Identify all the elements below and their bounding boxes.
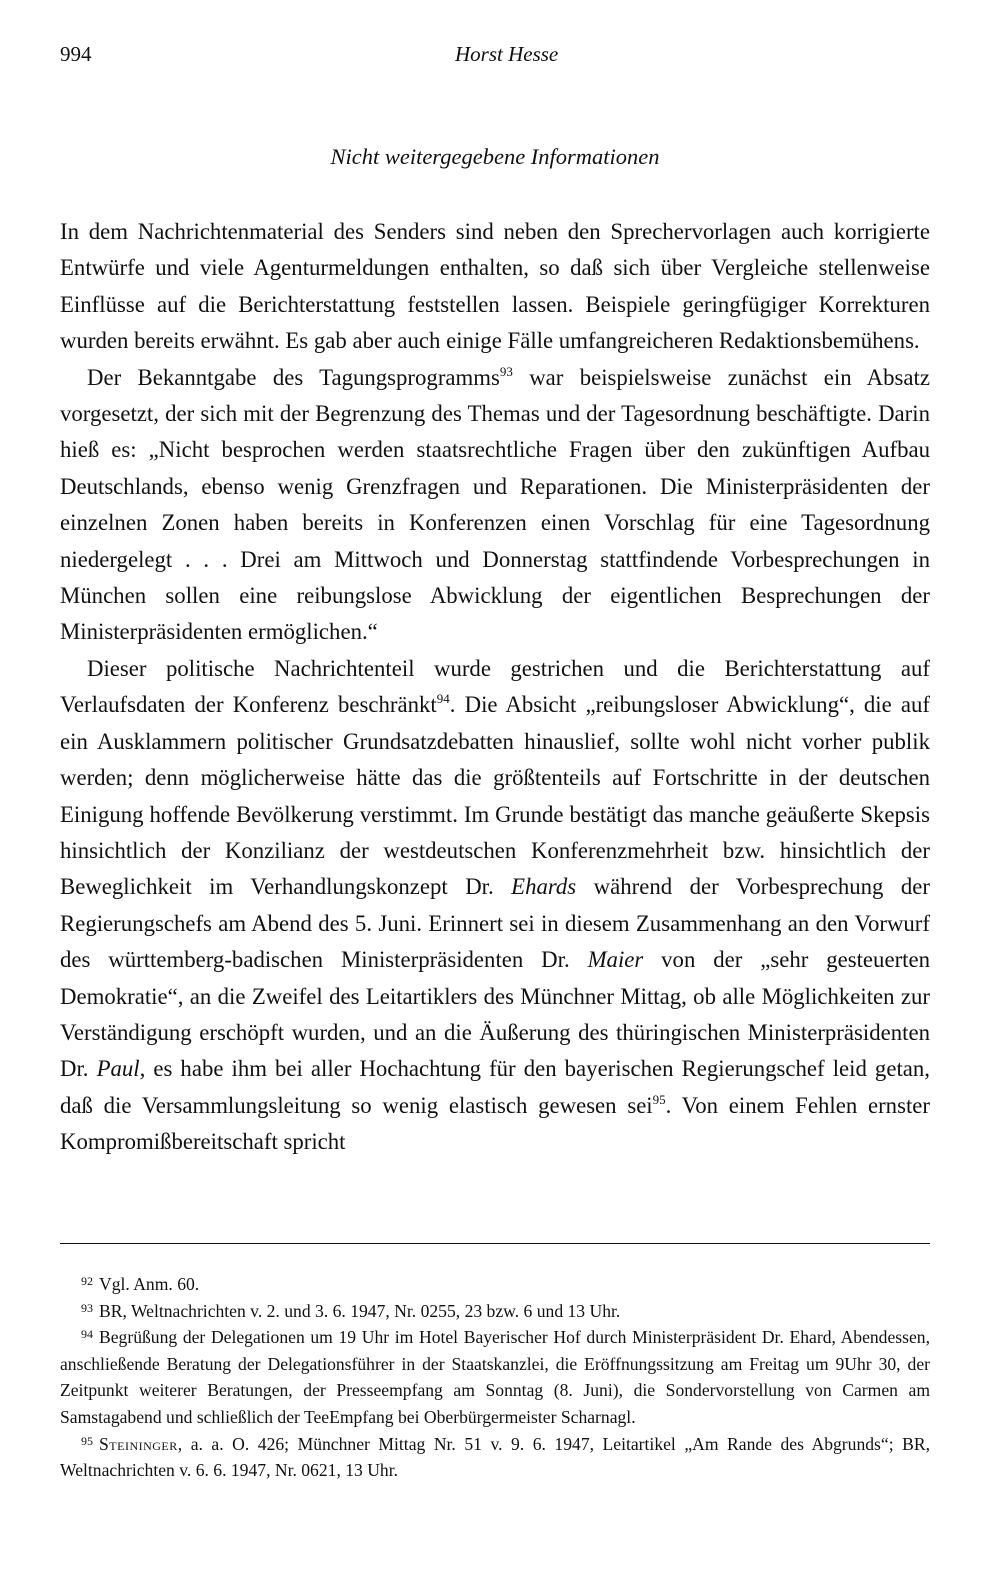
footnote-text: , a. a. O. 426; Münchner Mittag Nr. 51 v. 9. 6. 1947, Leitartikel „Am Rande des Abgrunds“; BR, Weltnachrichten v. 6. 6. 1947, Nr. 0621, 13 Uhr.	[60, 1433, 930, 1481]
footnote-number: 94	[81, 1327, 93, 1342]
paragraph-3-text-c: während der Vorbesprechung der Regierungschefs am Abend des 5. Juni. Erinnert sei in diesem Zusammenhang an den Vorwurf des württemberg-badischen Ministerpräsidenten Dr.	[60, 874, 930, 973]
running-title: Horst Hesse	[455, 42, 559, 66]
paragraph-2-text-a: Der Bekanntgabe des Tagungsprogramms	[87, 364, 500, 390]
footnote-text: BR, Weltnachrichten v. 2. und 3. 6. 1947, Nr. 0255, 23 bzw. 6 und 13 Uhr.	[99, 1300, 621, 1321]
paragraph-3-text-b: . Die Absicht „reibungsloser Abwicklung“, die auf ein Ausklammern politischer Grundsatzdebatten hinauslief, sollte wohl nicht vorher publik werden; denn möglicherweise hätte das die größtenteils auf Fortschritte in der deutschen Einigung hoffende Bevölkerung verstimmt. Im Grunde bestätigt das manche geäußerte Skepsis hinsichtlich der Konzilianz der westdeutschen Konferenzmehrheit bzw. hinsichtlich der Beweglichkeit im Verhandlungskonzept Dr.	[60, 692, 930, 900]
footnote-ref-93: 93	[499, 363, 513, 379]
footnote-text: Vgl. Anm. 60.	[99, 1274, 200, 1294]
footnotes	[60, 1271, 930, 1484]
body-text	[60, 214, 930, 1161]
paragraph-2	[60, 360, 930, 651]
person-name-ehards: Ehards	[511, 874, 577, 900]
footnote-text: Begrüßung der Delegationen um 19 Uhr im Hotel Bayerischer Hof durch Ministerpräsident Dr. Ehard, Abendessen, anschließende Beratung der Delegationsführer in der Staatskanzlei, die Eröffnungssitzung am Freitag um 9Uhr 30, der Zeitpunkt weiterer Beratungen, der Presseempfang am Sonntag (8. Juni), die Sondervorstellung von Carmen am Samstagabend und schließlich der TeeEmpfang bei Oberbürgermeister Scharnagl.	[60, 1327, 930, 1427]
footnote-number: 95	[81, 1433, 93, 1448]
page-number: 994	[60, 42, 92, 66]
paragraph-3-text-e: es habe ihm bei aller Hochachtung für den bayerischen Regierungschef leid getan, daß die Versammlungsleitung so wenig elastisch gewesen sei	[60, 1056, 930, 1118]
footnote-93	[60, 1298, 930, 1325]
paragraph-2-text-b: war beispielsweise zunächst ein Absatz vorgesetzt, der sich mit der Begrenzung des Themas und der Tagesordnung beschäftigte. Darin hieß es: „Nicht besprochen werden staatsrechtliche Fragen über den zukünftigen Aufbau Deutschlands, ebenso wenig Grenzfragen und Reparationen. Die Ministerpräsidenten der einzelnen Zonen haben bereits in Konferenzen einen Vorschlag für eine Tagesordnung niedergelegt . . . Drei am Mittwoch und Donnerstag stattfindende Vorbesprechungen in München sollen eine reibungslose Abwicklung der eigentlichen Besprechungen der Ministerpräsidenten ermöglichen.“	[60, 364, 930, 645]
running-header	[60, 42, 930, 72]
person-name-paul: Paul,	[96, 1056, 146, 1082]
footnote-number: 92	[81, 1274, 93, 1288]
paragraph-3-text-f: . Von einem Fehlen ernster Kompromißbereitschaft spricht	[60, 1092, 930, 1155]
footnote-92	[60, 1271, 930, 1298]
person-name-maier: Maier	[587, 947, 644, 973]
footnote-number: 93	[81, 1300, 93, 1315]
footnote-ref-95: 95	[652, 1091, 666, 1107]
paragraph-3-text-d: von der „sehr gesteuerten Demokratie“, an die Zweifel des Leitartiklers des Münchner Mittag, ob alle Möglichkeiten zur Verständigung erschöpft wurden, und an die Äußerung des thüringischen Ministerpräsidenten Dr.	[60, 947, 931, 1082]
footnote-author: Steininger	[99, 1433, 178, 1454]
footnote-ref-94: 94	[436, 691, 450, 707]
paragraph-1: In dem Nachrichtenmaterial des Senders sind neben den Sprechervorlagen auch korrigierte Entwürfe und viele Agenturmeldungen enthalten, so daß sich über Vergleiche stellenweise Einflüsse auf die Berichterstattung feststellen lassen. Beispiele geringfügiger Korrekturen wurden bereits erwähnt. Es gab aber auch einige Fälle umfangreicheren Redaktionsbemühens.	[60, 219, 930, 354]
footnote-divider	[60, 1243, 930, 1244]
footnote-95	[60, 1431, 930, 1484]
section-heading: Nicht weitergegebene Informationen	[330, 144, 660, 169]
paragraph-3	[60, 651, 930, 1161]
footnote-94	[60, 1324, 930, 1430]
paragraph-3-text-a: Dieser politische Nachrichtenteil wurde gestrichen und die Berichterstattung auf Verlaufsdaten der Konferenz beschränkt	[60, 655, 930, 718]
